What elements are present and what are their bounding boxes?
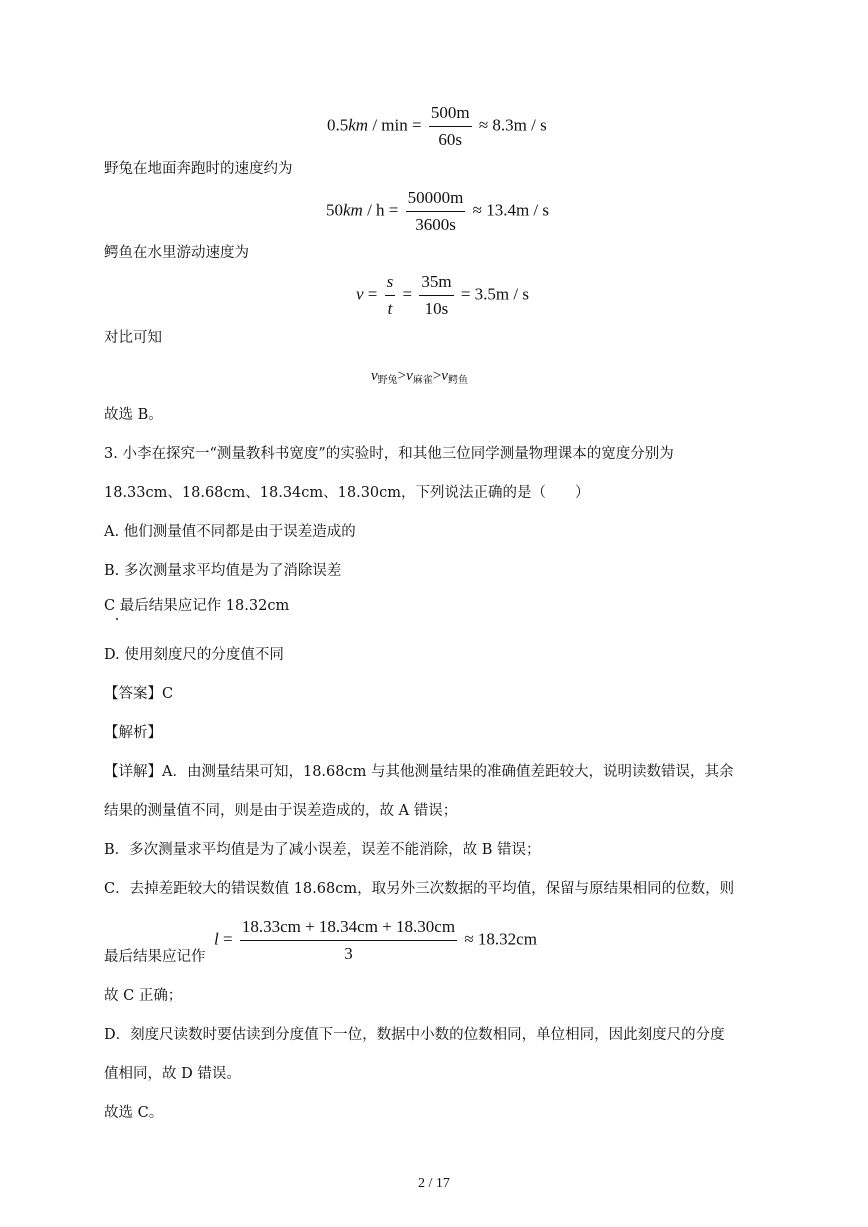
speed-comparison: $v_{野兔}>v_{麻雀}>v_{鳄鱼}$ xyxy=(371,368,468,386)
detail-c-line-1: C．去掉差距较大的错误数值 18.68cm，取另外三次数据的平均值，保留与原结果相同的位数，则 xyxy=(104,881,735,897)
fraction: $\frac{18.33cm + 18.34cm + 18.30cm}{3}$ xyxy=(241,917,456,963)
detail-d-line-2: 值相同，故 D 错误。 xyxy=(104,1066,241,1082)
option-d: D. 使用刻度尺的分度值不同 xyxy=(104,647,284,663)
question-3-line-2: 18.33cm、18.68cm、18.34cm、18.30cm，下列说法正确的是（ ） xyxy=(104,485,590,501)
fraction: $\frac{500m}{60s}$ xyxy=(430,103,470,149)
detail-c-correct: 故 C 正确； xyxy=(104,988,183,1004)
detail-b: B．多次测量求平均值是为了减小误差，误差不能消除，故 B 错误； xyxy=(104,842,541,858)
equation-speed-rabbit: 50km / h = $\frac{50000m}{3600s}$ ≈ 13.4m / s xyxy=(326,188,550,234)
analysis-label: 【解析】 xyxy=(104,725,162,741)
detail-a-line-2: 结果的测量值不同，则是由于误差造成的，故 A 错误； xyxy=(104,803,458,819)
equation-speed-croc: v = $\frac{s}{t}$ = $\frac{35m}{10s}$ = 3.5m / s xyxy=(356,272,529,318)
text-croc-speed: 鳄鱼在水里游动速度为 xyxy=(104,245,249,261)
equation-average-length: l = $\frac{18.33cm + 18.34cm + 18.30cm}{3}$ ≈ 18.32cm xyxy=(214,917,537,963)
detail-c-final-label: 最后结果应记作 xyxy=(104,949,206,965)
page-number: 2 / 17 xyxy=(418,1176,450,1191)
text-rabbit-speed: 野兔在地面奔跑时的速度约为 xyxy=(104,161,293,177)
option-b: B. 多次测量求平均值是为了消除误差 xyxy=(104,563,342,579)
text-compare: 对比可知 xyxy=(104,330,162,346)
text-choose-c: 故选 C。 xyxy=(104,1105,164,1121)
option-c: C 最后结果应记作 18.32cm xyxy=(104,598,290,614)
fraction-s-over-t: $\frac{s}{t}$ xyxy=(386,272,394,318)
stray-dot xyxy=(116,618,118,620)
question-3-line-1: 3. 小李在探究一“测量教科书宽度”的实验时，和其他三位同学测量物理课本的宽度分别为 xyxy=(104,446,674,462)
detail-a-line-1: 【详解】A．由测量结果可知，18.68cm 与其他测量结果的准确值差距较大，说明读数错误，其余 xyxy=(104,764,734,780)
equation-speed-sparrow: 0.5km / min = $\frac{500m}{60s}$ ≈ 8.3m / s xyxy=(327,103,547,149)
fraction: $\frac{50000m}{3600s}$ xyxy=(407,188,464,234)
answer-label: 【答案】C xyxy=(104,686,174,702)
text-choose-b: 故选 B。 xyxy=(104,407,163,423)
detail-d-line-1: D．刻度尺读数时要估读到分度值下一位，数据中小数的位数相同，单位相同，因此刻度尺的分度 xyxy=(104,1027,725,1043)
option-a: A. 他们测量值不同都是由于误差造成的 xyxy=(104,524,356,540)
fraction: $\frac{35m}{10s}$ xyxy=(421,272,452,318)
